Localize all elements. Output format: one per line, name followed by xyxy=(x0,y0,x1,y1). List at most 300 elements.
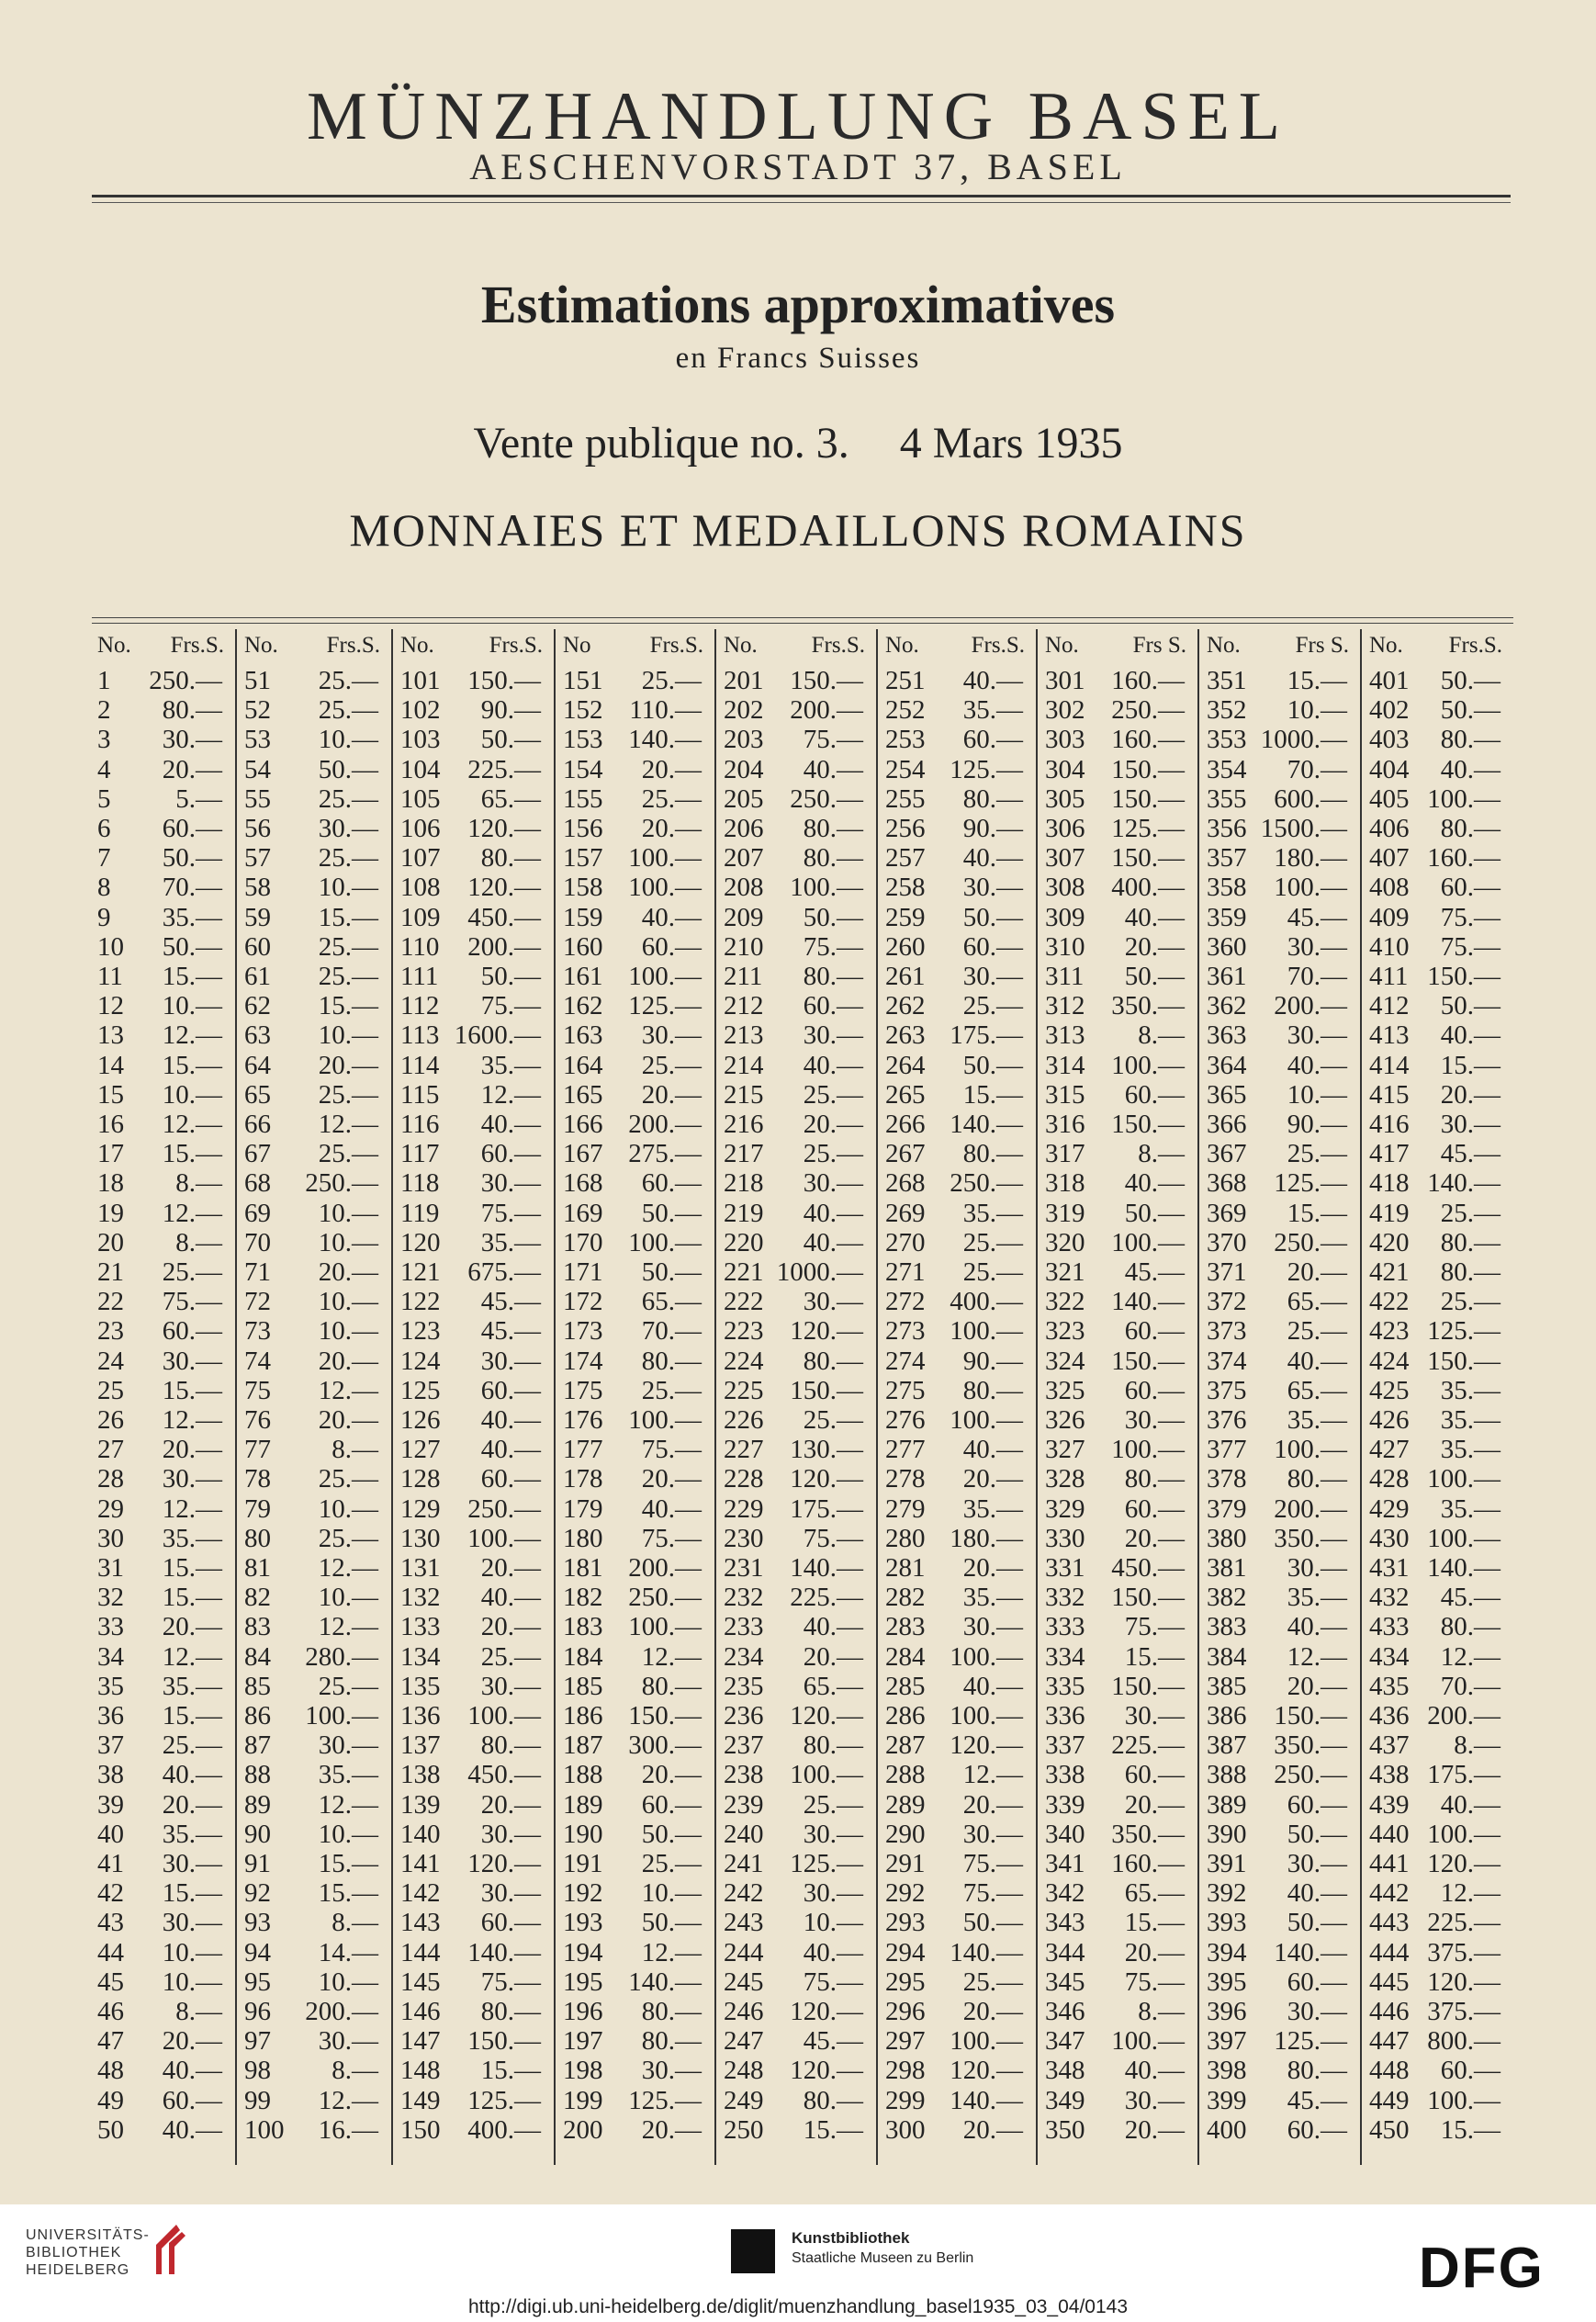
table-row xyxy=(393,1760,554,1789)
header-price: Frs.S. xyxy=(649,633,703,658)
lot-number: 277 xyxy=(885,1435,926,1465)
table-row xyxy=(878,1139,1036,1168)
lot-number: 392 xyxy=(1207,1878,1247,1909)
table-row xyxy=(878,1642,1036,1672)
lot-estimate: 75.— xyxy=(480,1198,541,1228)
table-row xyxy=(393,932,554,962)
table-row xyxy=(393,1997,554,2026)
table-row xyxy=(1362,2026,1513,2056)
table-row xyxy=(1199,903,1360,932)
table-row xyxy=(878,1080,1036,1110)
lot-number: 317 xyxy=(1045,1139,1085,1169)
lot-estimate: 175.— xyxy=(790,1494,863,1524)
lot-number: 38 xyxy=(97,1760,124,1790)
table-row xyxy=(1038,1730,1197,1760)
lot-estimate: 10.— xyxy=(162,991,222,1021)
lot-number: 18 xyxy=(97,1168,124,1199)
lot-estimate: 200.— xyxy=(1274,1494,1347,1524)
lot-estimate: 20.— xyxy=(641,1464,702,1494)
lot-estimate: 225.— xyxy=(1427,1908,1500,1938)
lot-estimate: 12.— xyxy=(1440,1641,1500,1672)
table-row xyxy=(1362,1376,1513,1405)
lot-number: 227 xyxy=(724,1435,764,1465)
lot-number: 250 xyxy=(724,2114,764,2145)
table-row xyxy=(1199,1347,1360,1376)
table-row xyxy=(556,1080,714,1110)
table-row xyxy=(393,1139,554,1168)
table-row xyxy=(716,1257,876,1287)
lot-number: 435 xyxy=(1369,1671,1410,1701)
lot-number: 24 xyxy=(97,1346,124,1376)
table-row xyxy=(393,1464,554,1494)
lot-estimate: 80.— xyxy=(480,1997,541,2026)
lot-number: 367 xyxy=(1207,1139,1247,1169)
table-row xyxy=(556,1139,714,1168)
lot-number: 352 xyxy=(1207,695,1247,726)
table-row xyxy=(556,725,714,754)
lot-number: 53 xyxy=(244,725,271,755)
lot-number: 289 xyxy=(885,1789,926,1820)
lot-number: 310 xyxy=(1045,931,1085,962)
lot-number: 441 xyxy=(1369,1849,1410,1878)
lot-number: 347 xyxy=(1045,2026,1085,2057)
lot-number: 194 xyxy=(563,1937,603,1967)
lot-estimate: 110.— xyxy=(629,695,702,726)
lot-number: 91 xyxy=(244,1849,271,1878)
lot-estimate: 75.— xyxy=(480,1967,541,1997)
lot-number: 428 xyxy=(1369,1464,1410,1494)
table-row xyxy=(556,784,714,814)
lot-number: 98 xyxy=(244,2056,271,2086)
lot-number: 293 xyxy=(885,1908,926,1938)
table-row xyxy=(393,666,554,695)
source-url[interactable]: http://digi.ub.uni-heidelberg.de/diglit/muenzhandlung_basel1935_03_04/0143 xyxy=(467,2296,1129,2317)
table-row xyxy=(716,1228,876,1257)
lot-estimate: 45.— xyxy=(1124,1257,1185,1287)
lot-number: 425 xyxy=(1369,1375,1410,1405)
lot-number: 62 xyxy=(244,991,271,1021)
lot-number: 241 xyxy=(724,1849,764,1878)
table-row xyxy=(90,1435,235,1464)
table-row xyxy=(1038,1464,1197,1494)
lot-estimate: 60.— xyxy=(1287,1967,1347,1997)
table-row xyxy=(1038,1849,1197,1878)
lot-estimate: 10.— xyxy=(318,873,378,903)
lot-number: 395 xyxy=(1207,1967,1247,1997)
lot-number: 64 xyxy=(244,1050,271,1080)
lot-estimate: 40.— xyxy=(1440,1020,1500,1051)
lot-estimate: 400.— xyxy=(1111,873,1185,903)
lot-estimate: 30.— xyxy=(480,1168,541,1199)
lot-estimate: 675.— xyxy=(467,1257,541,1287)
lot-estimate: 300.— xyxy=(628,1730,702,1761)
lot-number: 90 xyxy=(244,1819,271,1849)
lot-number: 160 xyxy=(563,931,603,962)
table-row xyxy=(1199,1376,1360,1405)
table-row xyxy=(1199,784,1360,814)
table-row xyxy=(1362,1790,1513,1820)
lot-number: 46 xyxy=(97,1997,124,2026)
lot-number: 84 xyxy=(244,1641,271,1672)
table-row xyxy=(393,1583,554,1612)
table-row xyxy=(237,1080,391,1110)
lot-estimate: 8.— xyxy=(175,1227,222,1257)
lot-number: 167 xyxy=(563,1139,603,1169)
lot-estimate: 100.— xyxy=(1111,1227,1185,1257)
lot-estimate: 15.— xyxy=(162,1553,222,1583)
table-row xyxy=(1199,962,1360,991)
table-row xyxy=(878,666,1036,695)
table-row xyxy=(878,1997,1036,2026)
lot-number: 264 xyxy=(885,1050,926,1080)
table-row xyxy=(90,1228,235,1257)
table-row xyxy=(90,1878,235,1908)
lot-estimate: 10.— xyxy=(318,1583,378,1613)
table-row xyxy=(90,1080,235,1110)
lot-number: 287 xyxy=(885,1730,926,1761)
table-row xyxy=(1199,991,1360,1020)
table-row xyxy=(878,2115,1036,2145)
lot-estimate: 20.— xyxy=(1124,2114,1185,2145)
table-row xyxy=(237,1908,391,1937)
lot-number: 244 xyxy=(724,1937,764,1967)
table-row xyxy=(237,1701,391,1730)
lot-number: 403 xyxy=(1369,725,1410,755)
lot-number: 295 xyxy=(885,1967,926,1997)
lot-estimate: 20.— xyxy=(480,1612,541,1642)
lot-estimate: 35.— xyxy=(162,1671,222,1701)
table-row xyxy=(1038,666,1197,695)
table-row xyxy=(1362,1020,1513,1050)
lot-number: 291 xyxy=(885,1849,926,1878)
lot-number: 70 xyxy=(244,1227,271,1257)
lot-number: 157 xyxy=(563,843,603,874)
table-row xyxy=(1199,1435,1360,1464)
lot-number: 63 xyxy=(244,1020,271,1051)
lot-estimate: 40.— xyxy=(1440,754,1500,784)
table-row xyxy=(393,725,554,754)
lot-estimate: 60.— xyxy=(162,1316,222,1347)
table-row xyxy=(237,814,391,843)
lot-estimate: 30.— xyxy=(803,1878,863,1909)
table-row xyxy=(1362,814,1513,843)
lot-number: 413 xyxy=(1369,1020,1410,1051)
lot-estimate: 100.— xyxy=(950,1316,1023,1347)
lot-number: 106 xyxy=(400,814,441,843)
table-row xyxy=(237,2086,391,2115)
lot-estimate: 150.— xyxy=(790,1375,863,1405)
table-row xyxy=(90,1612,235,1641)
lot-number: 321 xyxy=(1045,1257,1085,1287)
lot-number: 224 xyxy=(724,1346,764,1376)
lot-number: 412 xyxy=(1369,991,1410,1021)
lot-number: 297 xyxy=(885,2026,926,2057)
lot-estimate: 80.— xyxy=(803,843,863,874)
lot-number: 116 xyxy=(400,1110,440,1139)
lot-number: 388 xyxy=(1207,1760,1247,1790)
table-row xyxy=(1199,695,1360,725)
lot-number: 145 xyxy=(400,1967,441,1997)
lot-number: 129 xyxy=(400,1494,441,1524)
lot-estimate: 30.— xyxy=(1287,1553,1347,1583)
lot-estimate: 75.— xyxy=(641,1523,702,1553)
table-row xyxy=(556,1316,714,1346)
table-row xyxy=(716,932,876,962)
lot-estimate: 30.— xyxy=(1287,1849,1347,1878)
table-row xyxy=(1199,932,1360,962)
lot-estimate: 175.— xyxy=(950,1020,1023,1051)
table-row xyxy=(556,755,714,784)
lot-estimate: 40.— xyxy=(962,1435,1023,1465)
lot-number: 374 xyxy=(1207,1346,1247,1376)
table-row xyxy=(1362,1257,1513,1287)
lot-estimate: 140.— xyxy=(1274,1937,1347,1967)
lot-number: 191 xyxy=(563,1849,603,1878)
table-row xyxy=(556,873,714,902)
lot-estimate: 20.— xyxy=(480,1789,541,1820)
table-row xyxy=(1038,1376,1197,1405)
table-row xyxy=(90,843,235,873)
lot-number: 315 xyxy=(1045,1079,1085,1110)
table-column xyxy=(90,629,237,2165)
lot-number: 21 xyxy=(97,1257,124,1287)
table-row xyxy=(237,1524,391,1553)
lot-number: 229 xyxy=(724,1494,764,1524)
lot-estimate: 45.— xyxy=(1287,902,1347,932)
lot-estimate: 15.— xyxy=(318,1849,378,1878)
lot-estimate: 8.— xyxy=(1138,1139,1185,1169)
lot-number: 440 xyxy=(1369,1819,1410,1849)
lot-estimate: 160.— xyxy=(1427,843,1500,874)
lot-estimate: 100.— xyxy=(790,873,863,903)
table-row xyxy=(878,1849,1036,1878)
lot-estimate: 35.— xyxy=(1440,1405,1500,1435)
table-row xyxy=(556,932,714,962)
lot-number: 184 xyxy=(563,1641,603,1672)
lot-estimate: 90.— xyxy=(962,814,1023,843)
lot-estimate: 25.— xyxy=(1440,1287,1500,1317)
table-row xyxy=(1038,2115,1197,2145)
lot-estimate: 250.— xyxy=(950,1168,1023,1199)
table-row xyxy=(878,1553,1036,1583)
uni-line-2: BIBLIOTHEK xyxy=(26,2245,122,2260)
lot-estimate: 15.— xyxy=(480,2056,541,2086)
table-row xyxy=(878,1168,1036,1198)
lot-estimate: 125.— xyxy=(1427,1316,1500,1347)
table-row xyxy=(556,1020,714,1050)
table-row xyxy=(556,1110,714,1139)
lot-estimate: 30.— xyxy=(641,1020,702,1051)
table-row xyxy=(1199,1080,1360,1110)
table-row xyxy=(393,1938,554,1967)
lot-estimate: 75.— xyxy=(1440,931,1500,962)
lot-estimate: 50.— xyxy=(641,1257,702,1287)
table-row xyxy=(1038,755,1197,784)
table-row xyxy=(556,1672,714,1701)
table-row xyxy=(237,1347,391,1376)
lot-number: 45 xyxy=(97,1967,124,1997)
lot-estimate: 40.— xyxy=(1287,1612,1347,1642)
table-row xyxy=(237,784,391,814)
lot-number: 450 xyxy=(1369,2114,1410,2145)
lot-number: 118 xyxy=(400,1168,440,1199)
table-row xyxy=(237,1642,391,1672)
lot-estimate: 15.— xyxy=(318,991,378,1021)
table-row xyxy=(90,873,235,902)
lot-estimate: 12.— xyxy=(318,1375,378,1405)
lot-estimate: 65.— xyxy=(803,1671,863,1701)
table-row xyxy=(1199,1110,1360,1139)
table-row xyxy=(1362,1228,1513,1257)
table-row xyxy=(90,1464,235,1494)
lot-estimate: 5.— xyxy=(175,783,222,814)
lot-number: 86 xyxy=(244,1701,271,1730)
lot-number: 279 xyxy=(885,1494,926,1524)
lot-estimate: 12.— xyxy=(962,1760,1023,1790)
lot-number: 298 xyxy=(885,2056,926,2086)
lot-number: 429 xyxy=(1369,1494,1410,1524)
lot-estimate: 200.— xyxy=(1274,991,1347,1021)
table-row xyxy=(237,1967,391,1997)
lot-number: 405 xyxy=(1369,783,1410,814)
table-row xyxy=(1362,1701,1513,1730)
page-subtitle: en Francs Suisses xyxy=(675,342,921,375)
table-row xyxy=(393,1672,554,1701)
lot-number: 75 xyxy=(244,1375,271,1405)
lot-estimate: 10.— xyxy=(318,725,378,755)
table-row xyxy=(716,1790,876,1820)
lot-estimate: 120.— xyxy=(1427,1967,1500,1997)
table-row xyxy=(878,1287,1036,1316)
table-row xyxy=(878,1228,1036,1257)
lot-number: 6 xyxy=(97,814,111,843)
table-row xyxy=(393,2026,554,2056)
lot-number: 343 xyxy=(1045,1908,1085,1938)
lot-estimate: 80.— xyxy=(962,1375,1023,1405)
lot-estimate: 375.— xyxy=(1427,1937,1500,1967)
table-row xyxy=(878,991,1036,1020)
lot-number: 362 xyxy=(1207,991,1247,1021)
lot-number: 314 xyxy=(1045,1050,1085,1080)
lot-estimate: 40.— xyxy=(803,1612,863,1642)
lot-estimate: 100.— xyxy=(628,843,702,874)
lot-number: 393 xyxy=(1207,1908,1247,1938)
lot-estimate: 25.— xyxy=(962,1967,1023,1997)
table-row xyxy=(716,1405,876,1435)
lot-estimate: 100.— xyxy=(950,1701,1023,1730)
table-row xyxy=(716,1080,876,1110)
table-row xyxy=(1362,1405,1513,1435)
table-row xyxy=(237,991,391,1020)
lot-number: 58 xyxy=(244,873,271,903)
table-row xyxy=(1038,1997,1197,2026)
lot-number: 33 xyxy=(97,1612,124,1642)
lot-number: 364 xyxy=(1207,1050,1247,1080)
lot-number: 94 xyxy=(244,1937,271,1967)
lot-number: 29 xyxy=(97,1494,124,1524)
lot-estimate: 20.— xyxy=(318,1050,378,1080)
lot-estimate: 200.— xyxy=(467,931,541,962)
lot-estimate: 12.— xyxy=(162,1020,222,1051)
table-row xyxy=(716,843,876,873)
lot-estimate: 30.— xyxy=(480,1878,541,1909)
lot-estimate: 80.— xyxy=(162,695,222,726)
lot-number: 142 xyxy=(400,1878,441,1909)
lot-number: 359 xyxy=(1207,902,1247,932)
table-row xyxy=(393,2086,554,2115)
table-row xyxy=(556,1583,714,1612)
table-row xyxy=(716,1997,876,2026)
lot-number: 319 xyxy=(1045,1198,1085,1228)
table-row xyxy=(716,1938,876,1967)
table-row xyxy=(878,2026,1036,2056)
table-row xyxy=(393,2115,554,2145)
table-row xyxy=(878,873,1036,902)
table-row xyxy=(90,666,235,695)
lot-estimate: 80.— xyxy=(480,843,541,874)
table-row xyxy=(1038,1287,1197,1316)
lot-estimate: 20.— xyxy=(962,1553,1023,1583)
lot-estimate: 30.— xyxy=(1287,1997,1347,2026)
lot-number: 408 xyxy=(1369,873,1410,903)
lot-number: 44 xyxy=(97,1937,124,1967)
lot-estimate: 60.— xyxy=(1124,1760,1185,1790)
lot-estimate: 16.— xyxy=(318,2114,378,2145)
lot-estimate: 30.— xyxy=(480,1346,541,1376)
lot-number: 349 xyxy=(1045,2085,1085,2115)
table-row xyxy=(716,1347,876,1376)
table-row xyxy=(1038,1080,1197,1110)
lot-number: 137 xyxy=(400,1730,441,1761)
lot-number: 357 xyxy=(1207,843,1247,874)
table-row xyxy=(1199,1938,1360,1967)
table-row xyxy=(1038,1020,1197,1050)
table-row xyxy=(1199,666,1360,695)
lot-number: 10 xyxy=(97,931,124,962)
lot-estimate: 120.— xyxy=(1427,1849,1500,1878)
table-row xyxy=(878,784,1036,814)
lot-number: 172 xyxy=(563,1287,603,1317)
lot-number: 65 xyxy=(244,1079,271,1110)
lot-number: 231 xyxy=(724,1553,764,1583)
lot-estimate: 35.— xyxy=(1287,1405,1347,1435)
table-row xyxy=(90,2115,235,2145)
table-row xyxy=(237,1672,391,1701)
lot-number: 26 xyxy=(97,1405,124,1435)
lot-number: 418 xyxy=(1369,1168,1410,1199)
lot-estimate: 60.— xyxy=(1124,1375,1185,1405)
lot-number: 368 xyxy=(1207,1168,1247,1199)
lot-estimate: 150.— xyxy=(467,2026,541,2057)
table-row xyxy=(1362,1139,1513,1168)
lot-number: 443 xyxy=(1369,1908,1410,1938)
lot-estimate: 30.— xyxy=(803,1020,863,1051)
lot-estimate: 100.— xyxy=(950,2026,1023,2057)
lot-number: 433 xyxy=(1369,1612,1410,1642)
lot-estimate: 30.— xyxy=(1124,1405,1185,1435)
table-row xyxy=(1362,1730,1513,1760)
lot-number: 445 xyxy=(1369,1967,1410,1997)
lot-number: 288 xyxy=(885,1760,926,1790)
lot-number: 331 xyxy=(1045,1553,1085,1583)
lot-number: 384 xyxy=(1207,1641,1247,1672)
lot-estimate: 100.— xyxy=(628,962,702,991)
lot-estimate: 150.— xyxy=(1111,1583,1185,1613)
table-row xyxy=(1362,873,1513,902)
lot-number: 351 xyxy=(1207,666,1247,695)
lot-estimate: 25.— xyxy=(162,1257,222,1287)
table-row xyxy=(556,1790,714,1820)
